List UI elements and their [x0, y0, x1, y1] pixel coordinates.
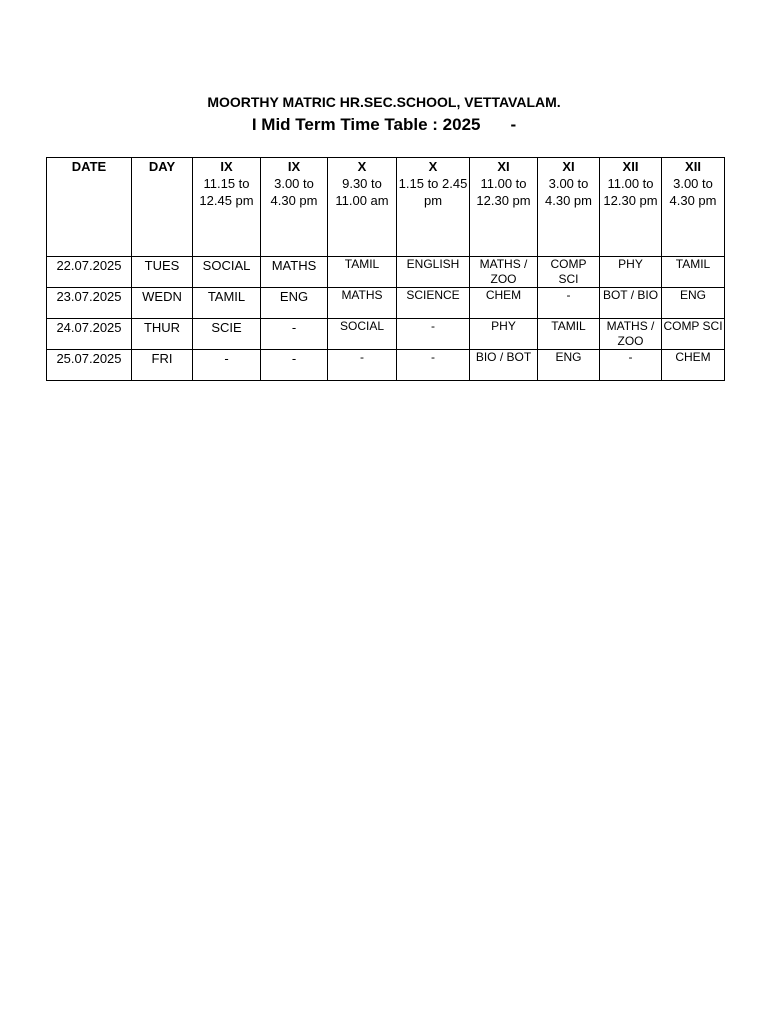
- table-row: [47, 319, 725, 350]
- subject-cell: -: [261, 319, 328, 350]
- date-cell: 23.07.2025: [47, 288, 132, 319]
- subject-cell: TAMIL: [328, 257, 397, 288]
- date-cell: 25.07.2025: [47, 350, 132, 381]
- col-date-header: [47, 158, 132, 257]
- subject-cell: BOT / BIO: [600, 288, 662, 319]
- title-text: I Mid Term Time Table : 2025: [251, 115, 481, 134]
- col-label: XII: [622, 159, 639, 174]
- day-cell: THUR: [132, 319, 193, 350]
- subject-cell: SOCIAL: [328, 319, 397, 350]
- subject-cell: PHY: [470, 319, 538, 350]
- col-xi-afternoon-header: [538, 158, 600, 257]
- subject-cell: TAMIL: [193, 288, 261, 319]
- subject-cell: MATHS / ZOO: [600, 319, 662, 350]
- document-title: [0, 115, 768, 135]
- col-time: 3.00 to 4.30 pm: [545, 176, 592, 208]
- day-cell: TUES: [132, 257, 193, 288]
- col-ix-afternoon-header: [261, 158, 328, 257]
- col-time: 3.00 to 4.30 pm: [669, 176, 717, 208]
- col-xii-afternoon-header: [662, 158, 725, 257]
- subject-cell: MATHS: [261, 257, 328, 288]
- subject-cell: SCIE: [193, 319, 261, 350]
- col-label: XI: [562, 159, 575, 174]
- subject-cell: -: [600, 350, 662, 381]
- col-ix-morning-header: [193, 158, 261, 257]
- subject-cell: TAMIL: [538, 319, 600, 350]
- col-time: 11.00 to 12.30 pm: [476, 176, 531, 208]
- school-name: MOORTHY MATRIC HR.SEC.SCHOOL, VETTAVALAM.: [207, 94, 561, 110]
- table-row: [47, 350, 725, 381]
- subject-cell: COMP SCI: [538, 257, 600, 288]
- subject-cell: -: [261, 350, 328, 381]
- subject-cell: SOCIAL: [193, 257, 261, 288]
- subject-cell: SCIENCE: [397, 288, 470, 319]
- col-label: DATE: [71, 159, 107, 174]
- col-time: 11.00 to 12.30 pm: [603, 176, 658, 208]
- col-time: 9.30 to 11.00 am: [335, 176, 389, 208]
- title-dash: -: [510, 115, 517, 134]
- subject-cell: CHEM: [470, 288, 538, 319]
- col-label: X: [428, 159, 438, 174]
- col-time: 11.15 to 12.45 pm: [199, 176, 254, 208]
- col-time: 3.00 to 4.30 pm: [270, 176, 318, 208]
- subject-cell: ENG: [538, 350, 600, 381]
- subject-cell: MATHS / ZOO: [470, 257, 538, 288]
- subject-cell: TAMIL: [662, 257, 725, 288]
- col-label: XI: [497, 159, 510, 174]
- col-label: IX: [287, 159, 301, 174]
- col-xii-morning-header: [600, 158, 662, 257]
- col-day-header: [132, 158, 193, 257]
- date-cell: 22.07.2025: [47, 257, 132, 288]
- subject-cell: CHEM: [662, 350, 725, 381]
- col-x-afternoon-header: [397, 158, 470, 257]
- col-x-morning-header: [328, 158, 397, 257]
- day-cell: WEDN: [132, 288, 193, 319]
- timetable: [46, 157, 725, 381]
- col-label: XII: [685, 159, 701, 174]
- header-row: [47, 158, 725, 257]
- subject-cell: ENG: [261, 288, 328, 319]
- subject-cell: -: [193, 350, 261, 381]
- col-label: IX: [220, 159, 233, 174]
- date-cell: 24.07.2025: [47, 319, 132, 350]
- subject-cell: COMP SCI: [662, 319, 725, 350]
- col-xi-morning-header: [470, 158, 538, 257]
- day-cell: FRI: [132, 350, 193, 381]
- subject-cell: -: [397, 319, 470, 350]
- col-label: X: [357, 159, 367, 174]
- subject-cell: BIO / BOT: [470, 350, 538, 381]
- subject-cell: -: [328, 350, 397, 381]
- subject-cell: ENGLISH: [397, 257, 470, 288]
- table-row: [47, 257, 725, 288]
- subject-cell: -: [538, 288, 600, 319]
- col-label: DAY: [148, 159, 176, 174]
- subject-cell: -: [397, 350, 470, 381]
- subject-cell: ENG: [662, 288, 725, 319]
- subject-cell: PHY: [600, 257, 662, 288]
- subject-cell: MATHS: [328, 288, 397, 319]
- table-row: [47, 288, 725, 319]
- col-time: 1.15 to 2.45 pm: [398, 176, 468, 208]
